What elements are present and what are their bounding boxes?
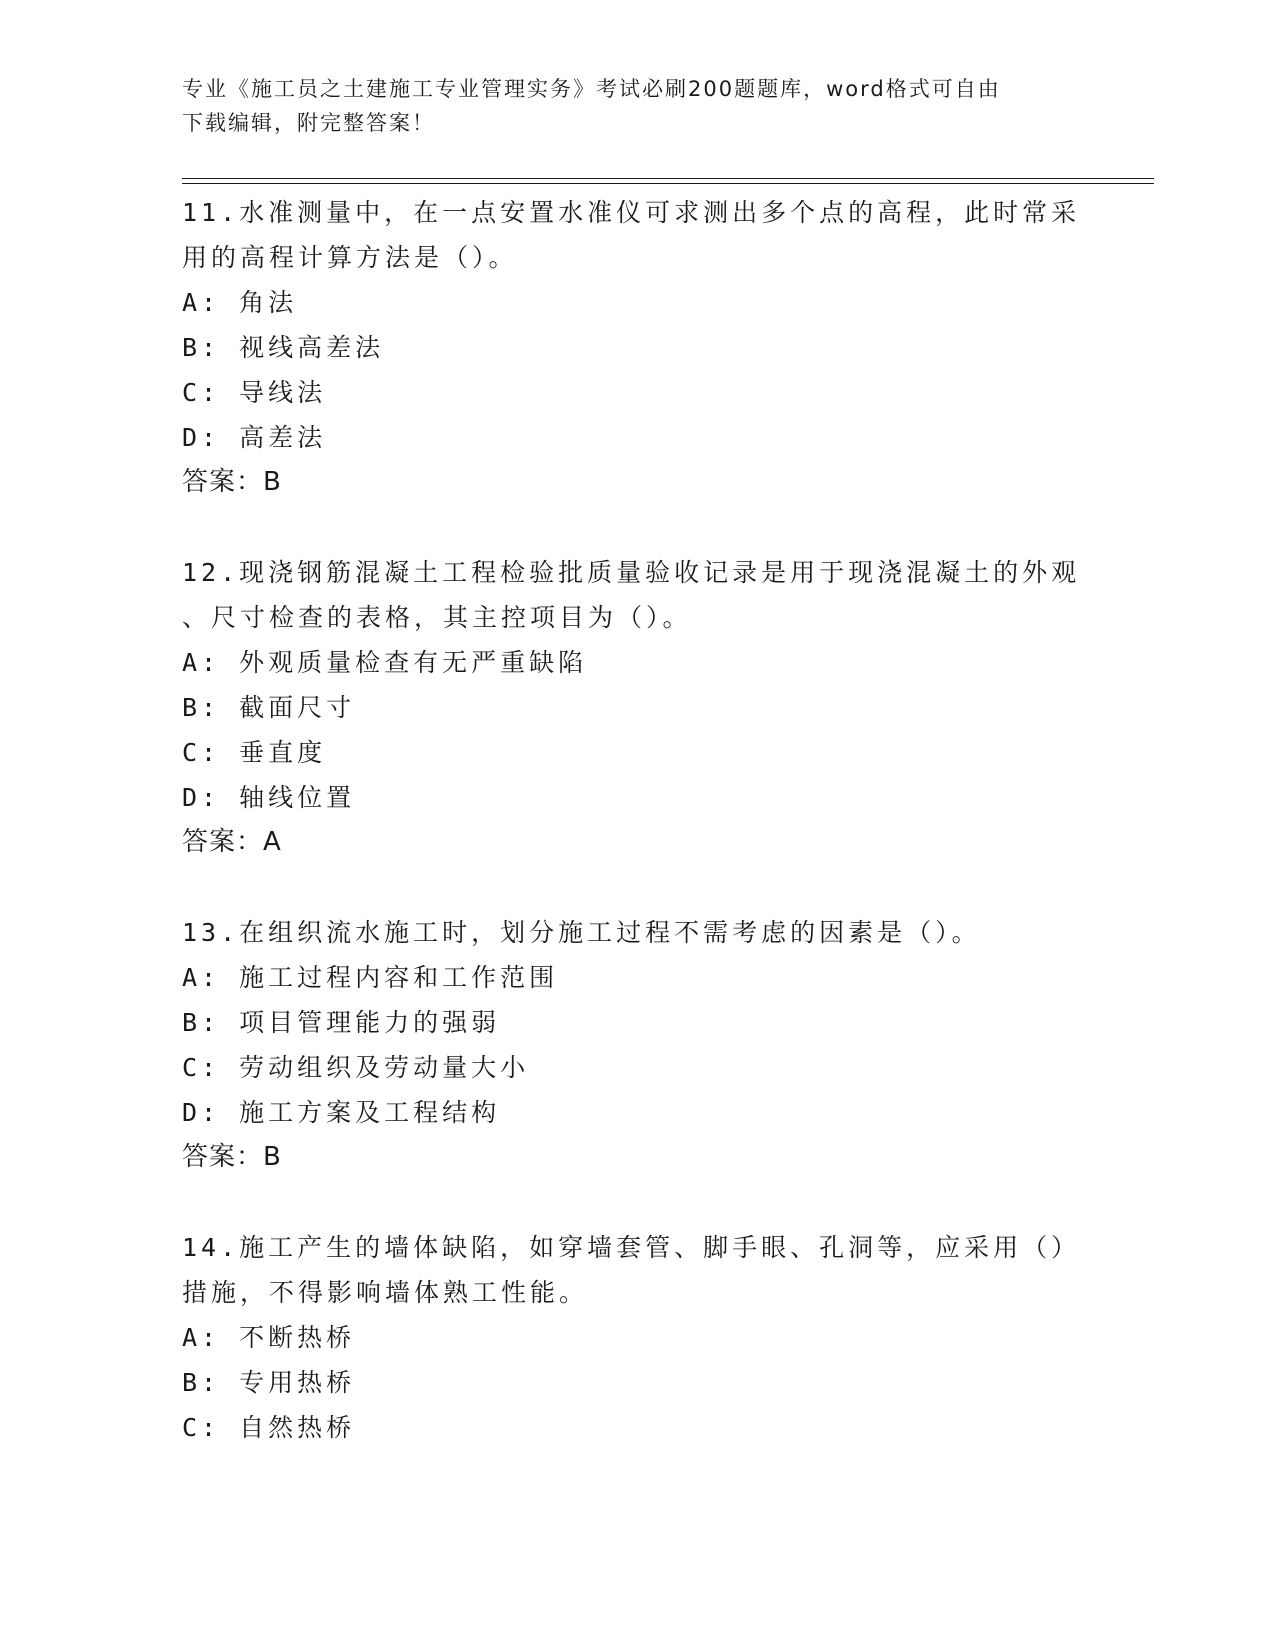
question-list <box>182 190 1082 1495</box>
option-b: B: 项目管理能力的强弱 <box>182 1008 501 1037</box>
option-d: D: 施工方案及工程结构 <box>182 1098 501 1127</box>
option-c: C: 垂直度 <box>182 738 327 767</box>
question-12 <box>182 550 1082 865</box>
option-c: C: 劳动组织及劳动量大小 <box>182 1053 530 1082</box>
option-a: A: 施工过程内容和工作范围 <box>182 963 559 992</box>
option-a: A: 不断热桥 <box>182 1323 356 1352</box>
option-c: C: 自然热桥 <box>182 1413 356 1442</box>
header-line-1: 专业《施工员之土建施工专业管理实务》考试必刷200题题库，word格式可自由 <box>182 77 1001 101</box>
question-14 <box>182 1225 1082 1450</box>
question-text-line: 12.现浇钢筋混凝土工程检验批质量验收记录是用于现浇混凝土的外观 <box>182 558 1081 587</box>
option-b: B: 截面尺寸 <box>182 693 356 722</box>
question-text-line: 11.水准测量中，在一点安置水准仪可求测出多个点的高程，此时常采 <box>182 198 1081 227</box>
option-c: C: 导线法 <box>182 378 327 407</box>
answer-line: 答案：A <box>182 827 282 857</box>
option-d: D: 轴线位置 <box>182 783 356 812</box>
option-a: A: 角法 <box>182 288 298 317</box>
header-line-2: 下载编辑，附完整答案！ <box>182 111 435 135</box>
question-text-line: 14.施工产生的墙体缺陷，如穿墙套管、脚手眼、孔洞等，应采用（） <box>182 1233 1081 1262</box>
document-header <box>182 72 1062 140</box>
question-text-line: 、尺寸检查的表格，其主控项目为（）。 <box>182 603 692 632</box>
header-divider-top <box>182 178 1154 179</box>
question-text-line: 13.在组织流水施工时，划分施工过程不需考虑的因素是（）。 <box>182 918 981 947</box>
answer-line: 答案：B <box>182 1142 282 1172</box>
question-text-line: 用的高程计算方法是（）。 <box>182 243 518 272</box>
question-text-line: 措施，不得影响墙体熟工性能。 <box>182 1278 589 1307</box>
option-b: B: 视线高差法 <box>182 333 385 362</box>
question-11 <box>182 190 1082 505</box>
option-b: B: 专用热桥 <box>182 1368 356 1397</box>
question-13 <box>182 910 1082 1180</box>
option-d: D: 高差法 <box>182 423 327 452</box>
header-divider-bottom <box>182 183 1154 184</box>
option-a: A: 外观质量检查有无严重缺陷 <box>182 648 588 677</box>
answer-line: 答案：B <box>182 467 282 497</box>
